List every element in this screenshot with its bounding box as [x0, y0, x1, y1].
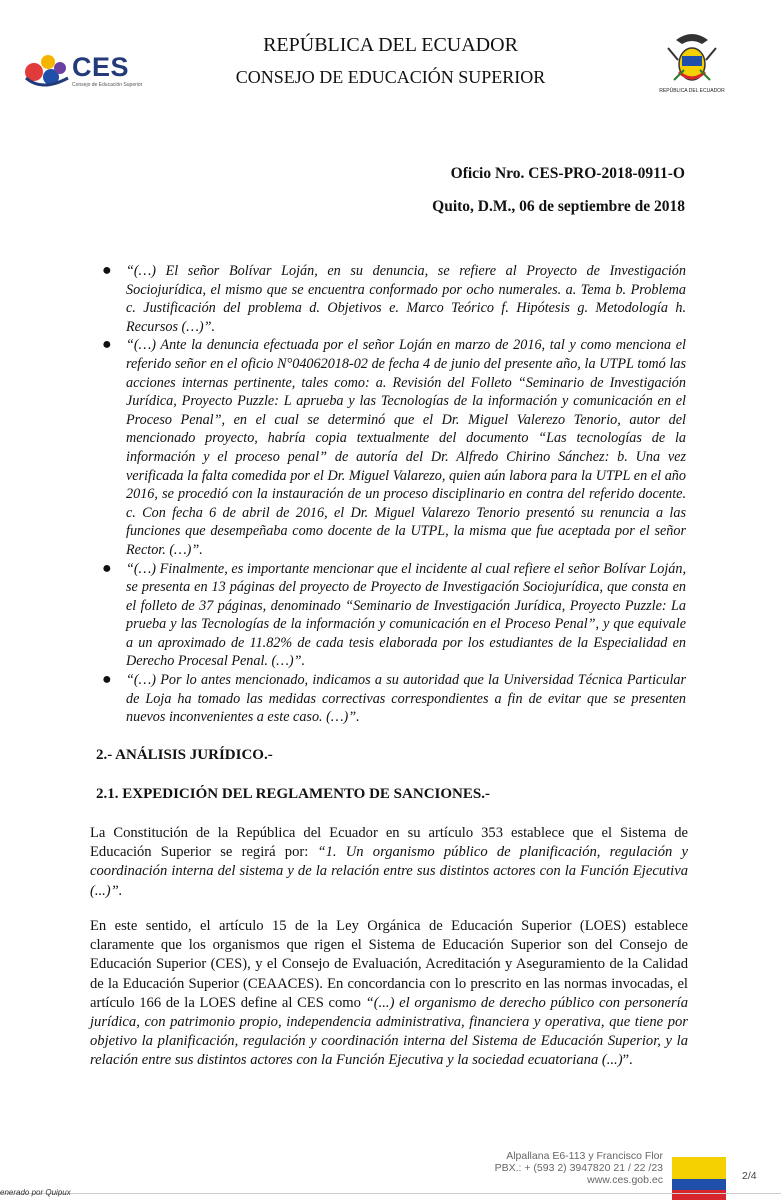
- footer-divider: [0, 1193, 781, 1194]
- paragraph-text: La Constitución de la República del Ecuador en su artículo 353 establece que el Sistema de Educación Superior se regirá por:: [90, 825, 688, 861]
- coat-of-arms-icon: [662, 30, 722, 90]
- quote-text: “(…) Finalmente, es importante mencionar que el incidente al cual refiere el señor Bolívar Loján, se presenta en 13 páginas del proyecto de Proyecto de Investigación Sociojurídica, que consta en el folleto de 37 páginas, denominado “Seminario de Investigación Jurídica, Proyecto Puzzle: La prueba y las Tecnologías de la información y comunicación en el Proceso Penal”, y que equivale a un aproximado de 11.82% de cada tesis elaborada por los estudiantes de la Especialidad en Derecho Procesal Penal. (…)”.: [126, 560, 686, 670]
- section-heading: 2.- ANÁLISIS JURÍDICO.-: [96, 747, 273, 763]
- header-title: REPÚBLICA DEL ECUADOR: [263, 34, 518, 56]
- oficio-number: Oficio Nro. CES-PRO-2018-0911-O: [450, 165, 685, 182]
- footer-address: Alpallana E6-113 y Francisco Flor: [506, 1150, 663, 1162]
- quote-item: [96, 560, 686, 672]
- paragraph-constitution: [90, 824, 688, 901]
- paragraph-quote: “1. Un organismo público de planificación, regulación y coordinación interna del sistema y de la relación entre sus distintos actores con la Función Ejecutiva (...)”.: [90, 844, 689, 899]
- quote-item: [96, 671, 686, 727]
- page-number: 2/4: [742, 1170, 757, 1182]
- quote-item: [96, 336, 686, 559]
- footer-contact: [495, 1150, 663, 1186]
- header-subtitle: CONSEJO DE EDUCACIÓN SUPERIOR: [235, 67, 546, 87]
- document-date: Quito, D.M., 06 de septiembre de 2018: [432, 198, 685, 215]
- footer-website: www.ces.gob.ec: [587, 1174, 663, 1186]
- quote-text: “(…) Ante la denuncia efectuada por el señor Loján en marzo de 2016, tal y como menciona el referido señor en el oficio N°04062018-02 de fecha 4 de junio del presente año, la UTPL tomó las acciones internas pertinente, tales como: a. Revisión del Folleto “Seminario de Investigación Jurídica, Proyecto Puzzle: L aprueba y las Tecnologías de la información y comunicación en el Proceso Penal”, en el cual se determinó que el Dr. Miguel Valerezo Tenorio, autor del mencionado proyecto, habría copia textualmente del documento “Las tecnologías de la información y el proceso penal” de autoría del Dr. Alfredo Chirino Sánchez: b. Una vez verificada la falta comedida por el Dr. Miguel Valarezo, quien aún labora para la UTPL en el año 2016, se procedió con la instauración de un proceso disciplinario en contra del referido docente. c. Con fecha 6 de abril de 2016, el Dr. Miguel Valarezo Tenorio presentó su renuncia a las funciones que desempeñaba como docente de la UTPL, la misma que fue aceptada por el señor Rector. (…)”.: [126, 337, 686, 558]
- paragraph-quote: “(...) el organismo de derecho público con personería jurídica, con patrimonio propio, independencia administrativa, financiera y operativa, que tiene por objetivo la planificación, regulación y coordinación interna del Sistema de Educación Superior, y la relación entre sus distintos actores con la Función Ejecutiva y la sociedad ecuatoriana (...): [90, 994, 689, 1069]
- paragraph-loes: [90, 917, 688, 1071]
- subsection-heading: 2.1. EXPEDICIÓN DEL REGLAMENTO DE SANCIONES.-: [96, 786, 490, 802]
- footer-phone: PBX.: + (593 2) 3947820 21 / 22 /23: [494, 1162, 663, 1174]
- quote-text: “(…) Por lo antes mencionado, indicamos a su autoridad que la Universidad Técnica Particular de Loja ha tomado las medidas correctivas correspondientes a fin de evitar que se presenten nuevos inconvenientes a este caso. (…)”.: [126, 672, 686, 726]
- ces-logo-subtitle: Consejo de Educación Superior: [72, 82, 143, 88]
- paragraph-text: En este sentido, el artículo 15 de la Ley Orgánica de Educación Superior (LOES) establece claramente que los organismos que rigen el Sistema de Educación Superior son del Consejo de Educación Superior (CES), y el Consejo de Evaluación, Acreditación y Aseguramiento de la Calidad de la Educación Superior (CEAACES). En concordancia con lo prescrito en las normas invocadas, el artículo 166 de la LOES define al CES como: [90, 918, 688, 1011]
- bullet-icon: ●: [102, 262, 112, 279]
- quote-item: [96, 262, 686, 336]
- bullet-icon: ●: [102, 336, 112, 354]
- bullet-icon: ●: [102, 559, 112, 577]
- quote-text: “(…) El señor Bolívar Loján, en su denuncia, se refiere al Proyecto de Investigación Sociojurídica, el mismo que se encuentra conformado por ocho numerales. a. Tema b. Problema c. Justificación del problema d. Objetivos e. Marco Teórico f. Hipótesis g. Metodología h. Recursos (…)”.: [126, 263, 686, 335]
- ces-logo-text: CES: [72, 52, 130, 82]
- coat-of-arms-caption: REPÚBLICA DEL ECUADOR: [659, 88, 725, 94]
- quote-list: [96, 262, 686, 727]
- generated-by-label: enerado por Quipux: [0, 1188, 71, 1197]
- bullet-icon: ●: [102, 671, 112, 689]
- paragraph-quote-end: ”.: [622, 1052, 633, 1069]
